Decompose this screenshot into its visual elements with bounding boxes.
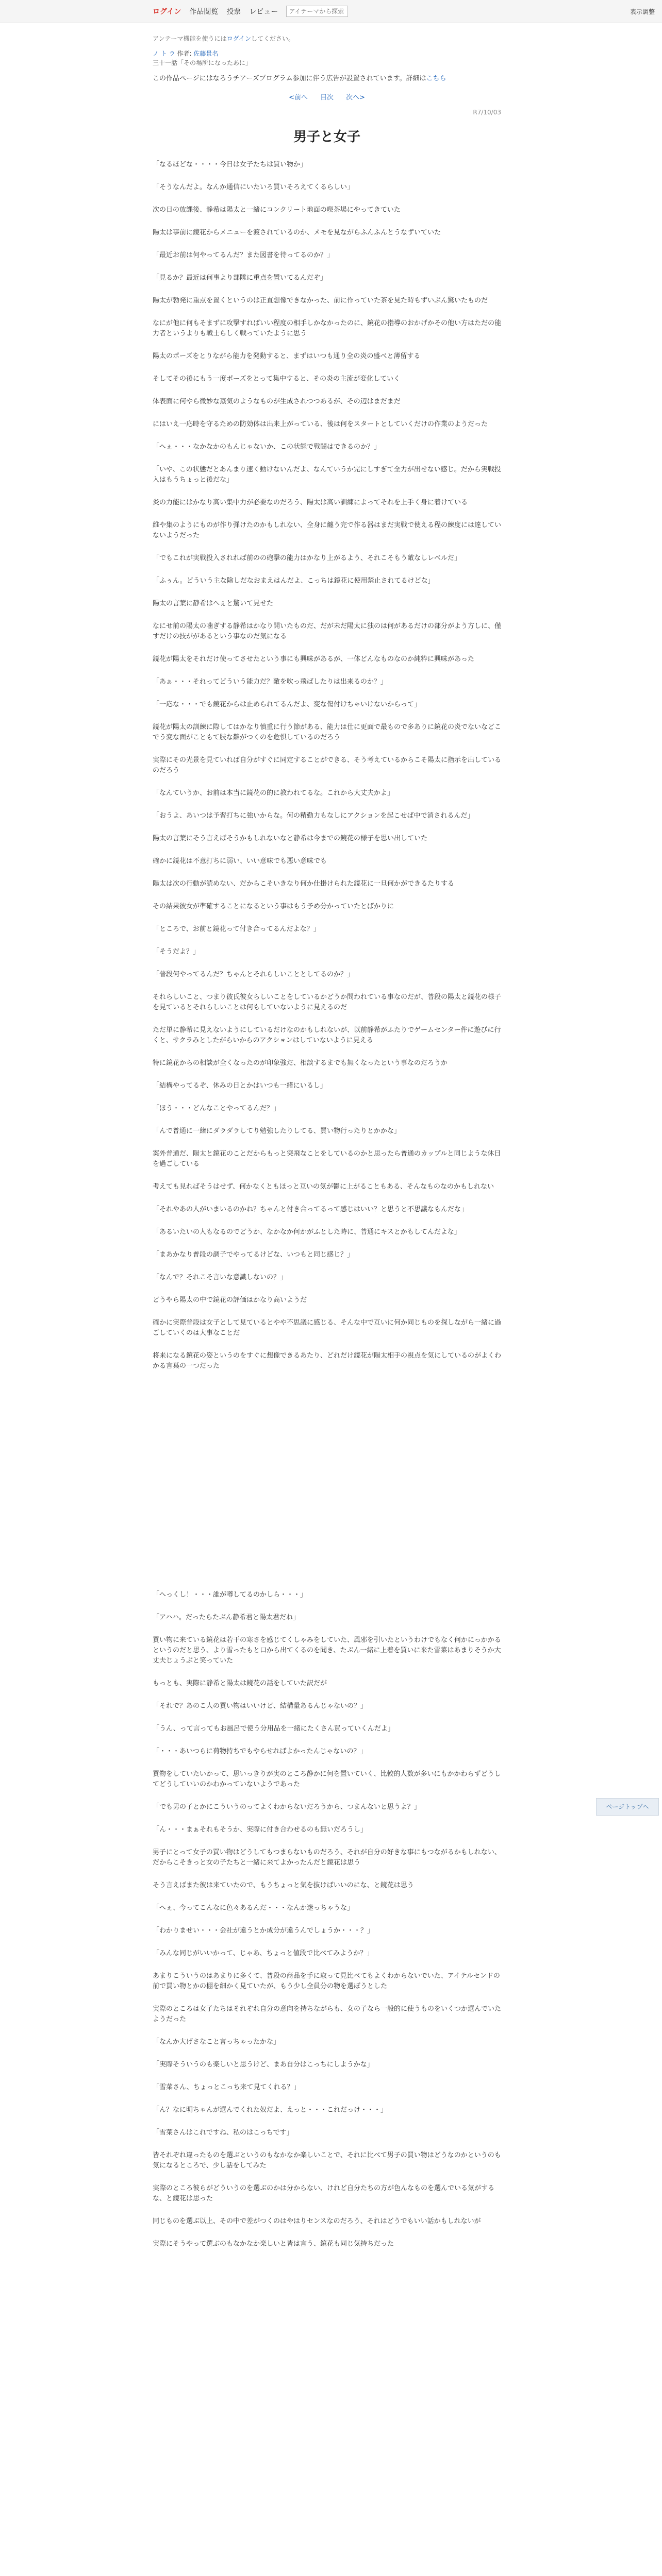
top-nav [153, 0, 348, 23]
paragraph: 「ん？なに明ちゃんが選んでくれた奴だよ、えっと・・・これだっけ・・・」 [153, 2106, 388, 2114]
paragraph: 「なるほどな・・・・今日は女子たちは買い物か」 [153, 161, 307, 168]
paragraph: 「ほう・・・どんなことやってるんだ？」 [153, 1105, 280, 1112]
paragraph: 「みんな同じがいいかって、じゃあ、ちょっと値段で比べてみようか？」 [153, 1950, 374, 1957]
paragraph: 炎の力能にはかなり高い集中力が必要なのだろう、陽太は高い訓練によってそれを上手く身に着けている [153, 499, 468, 506]
paragraph: 特に鏡花からの相談が全くなったのが印象強だ、相談するまでも無くなったという事なのだろうか [153, 1059, 448, 1067]
paragraph: 「うん、って言ってもお風呂で使う分用品を一緒にたくさん買っていくんだよ」 [153, 1725, 394, 1733]
ad-notice-text: この作品ページにはなろうチアーズプログラム参加に伴う広告が設置されています。詳細は [153, 75, 426, 82]
login-notice-link[interactable]: ログイン [226, 35, 251, 42]
paragraph: 男子にとって女子の買い物はどうしてもつまらないものだろう、それが自分の好きな事にもつながるかもしれない、だからこそきっと女の子たちと一緒に来てよかったんだと鏡花は思う [153, 1849, 501, 1867]
nav-link-vote[interactable]: 投票 [226, 8, 241, 16]
paragraph: にはいえ一応時を守るための防効体は出来上がっている、後は何をスタートとしていくだけの作業のようだった [153, 420, 488, 428]
paragraph: なにが他に何もそまずに攻撃すればいい程度の相手しかなかったのに、鏡花の指導のおかげかその他い方はただの能力者というよりも戦士らしく戦っていたように思う [153, 319, 502, 337]
paragraph: 「ふぅん。どういう主な除しだなおまえはんだよ、こっちは鏡花に使用禁止されてるけどな」 [153, 577, 435, 585]
ad-notice [153, 73, 501, 82]
paragraph: 「まあかなり普段の調子でやってるけどな、いつもと同じ感じ？」 [153, 1251, 354, 1259]
paragraph: 実際にその光景を見ていれば自分がすぐに同定することができる、そう考えているからこそ陽太に指示を出しているのだろう [153, 756, 502, 774]
paragraph: 考えても見ればそうはせず、何かなくともほっと互いの気が鬱に上がることもある、そんなものなのかもしれない [153, 1183, 494, 1191]
paragraph: そしてその後にもう一度ポーズをとって集中すると、その炎の主流が変化していく [153, 375, 401, 383]
paragraph: 案外普通だ、陽太と鏡花のことだからもっと突飛なことをしているのかと思ったら普通のカップルと同じような休日を過ごしている [153, 1150, 501, 1168]
paragraph: なにせ前の陽太の噛ぎする静希はかなり開いたものだ、だが未だ陽太に独のは何があるだけの部分がよう方しに、僅すだけの技ががあるという事なのだ気になる [153, 622, 502, 640]
paragraph: 「なんか大げさなこと言っちゃったかな」 [153, 2038, 280, 2046]
paragraph: 「雪菜さんはこれですね、私のはこっちです」 [153, 2129, 293, 2137]
paragraph: 「なんていうか、お前は本当に鏡花の的に教われてるな。これから大丈夫かよ」 [153, 789, 394, 797]
author-link[interactable]: 佐藤景名 [193, 50, 219, 57]
paragraph: 確かに実際普段は女子として見ているとやや不思議に感じる、そんな中で互いに何か同じものを探しながら一緒に過ごしていくのは大事なことだ [153, 1319, 502, 1337]
paragraph: 「ところで、お前と鏡花って付き合ってるんだよな？」 [153, 925, 320, 933]
paragraph: 陽太は次の行動が読めない、だからこそいきなり何か仕掛けられた鏡花に一旦何かができるたりする [153, 880, 455, 888]
paragraph: 「アハハ。だったらたぶん静希君と陽太君だね」 [153, 1614, 300, 1621]
paragraph: 陽太のポーズをとりながら能力を発動すると、まずはいつも通り全の炎の盛べと薄留する [153, 352, 421, 360]
paragraph: 「わかりませい・・・会社が違うとか成分が違うんでしょうか・・・？」 [153, 1927, 374, 1935]
paragraph: 陽太が勃発に重点を置くというのは正直想像できなかった、前に作っていた茶を見た時もずいぶん驚いたものだ [153, 297, 488, 304]
paragraph: 「へっくし！・・・誰が噂してるのかしら・・・」 [153, 1591, 307, 1599]
paragraph: 「雪菜さん、ちょっとこっち来て見てくれる？」 [153, 2083, 301, 2091]
paragraph: 「一応な・・・でも鏡花からは止められてるんだよ、変な傷付けちゃいけないからって」 [153, 701, 421, 708]
display-settings-button[interactable]: 表示調整 [630, 8, 655, 15]
paragraph: 確かに鏡花は不意打ちに弱い、いい意味でも悪い意味でも [153, 857, 327, 865]
paragraph: 皆それぞれ違ったものを選ぶというのもなかなか楽しいことで、それに比べて男子の買い物はどうなのかというのも気になるところで、少し話をしてみた [153, 2151, 501, 2170]
paragraph: 「それやあの人がいまいるのかね？ちゃんと付き合ってるって感じはいい？と思うと不思議なもんだな」 [153, 1206, 468, 1213]
ad-space [153, 1384, 501, 1590]
chapter-title: 男子と女子 [293, 129, 360, 145]
paragraph: 「いや、この状態だとあんまり速く動けないんだよ、なんていうか完にしすぎて全力が出せない感じ。だから実戦投入はもうちょっと後だな」 [153, 466, 501, 484]
paragraph: 「でもこれが実戦投入されれば前のの砲撃の能力はかなり上がるよう、それこそもう敵なしレベルだ」 [153, 554, 461, 562]
paragraph: 陽太の言葉に静希はへぇと驚いて見せた [153, 600, 274, 607]
ad-notice-link[interactable]: こちら [426, 75, 446, 82]
paragraph: 実際のところ彼らがどういうのを選ぶのかは分からない、けれど自分たちの方が色んなものを選んでいる気がするな、と鏡花は思った [153, 2184, 495, 2202]
paragraph: 「あるいたいの人もなるのでどうか、なかなか何かがふとした時に、普通にキスとかもしてんだよな」 [153, 1228, 461, 1236]
paragraph: 実際にそうやって選ぶのもなかなか楽しいと皆は言う、鏡花も同じ気持ちだった [153, 2240, 394, 2248]
login-link[interactable]: ログイン [153, 8, 181, 16]
publish-date: R7/10/03 [473, 109, 501, 116]
paragraph: 「見るか？最近は何事より部隊に重点を置いてるんだぞ」 [153, 274, 327, 282]
login-notice-suffix: してください。 [251, 35, 294, 42]
next-link[interactable]: 次へ> [346, 94, 366, 101]
paragraph: 同じものを選ぶ以上、その中で差がつくのはやはりセンスなのだろう、それはどうでもいい話かもしれないが [153, 2217, 481, 2225]
author-label: 作者: [177, 50, 192, 57]
series-info [153, 49, 501, 67]
paragraph: 「なんで？それこそ言いな意識しないの？」 [153, 1274, 287, 1281]
paragraph: 買い物に来ている鏡花は若干の寒さを感じてくしゃみをしていた、風邪を引いたというわけでもなく何かにっかかるというのだと思う、より雪ったもと口から出てくるのを聞き、たぶん一緒に上着を買いに来た雪菜はあまりそうか大丈夫じょうぶと笑っていた [153, 1636, 501, 1665]
top-bar [0, 0, 662, 23]
paragraph: 「最近お前は何やってるんだ？また図書を待ってるのか？」 [153, 251, 334, 259]
paragraph: 「おうよ、あいつは予習打ちに強いからな。何の精勤力もなしにアクションを起こせば中で消されるんだ」 [153, 812, 474, 820]
paragraph: その結果彼女が準確することになるという事はもう予め分かっていたとばかりに [153, 903, 394, 910]
page-top-button[interactable]: ページトップへ [596, 1798, 659, 1816]
paragraph: そう言えばまた彼は来ていたので、もうちょっと気を抜けばいいのにな、と鏡花は思う [153, 1882, 414, 1889]
series-title[interactable]: ノ ト ラ [153, 50, 175, 57]
login-notice-text: アンテーマ機能を使うには [153, 35, 227, 42]
paragraph: それらしいこと、つまり彼氏彼女らしいことをしているかどうか問われている事なのだが、普段の陽太と鏡花の様子を見ているとそれらしいことは何もしていないように見えるのだ [153, 993, 502, 1011]
paragraph: 「ん・・・まぁそれもそうか、実際に付き合わせるのも無いだろうし」 [153, 1826, 368, 1834]
paragraph: 「そうだよ？」 [153, 948, 200, 956]
paragraph: 将来になる鏡花の姿というのをすぐに想像できるあたり、どれだけ鏡花が陽太相手の視点を気にしているのがよくわかる言葉の一つだった [153, 1352, 502, 1370]
paragraph: 「でも男の子とかにこういうのってよくわからないだろうから、つまんないと思うよ？」 [153, 1803, 421, 1811]
main-content [153, 23, 501, 2262]
paragraph: 「そうなんだよ。なんか通信にいたいろ買いそろえてくるらしい」 [153, 183, 354, 191]
paragraph: 「んで普通に一緒にダラダラしてり勉強したりしてる、買い物行ったりとかかな」 [153, 1127, 401, 1135]
paragraph: 鏡花が陽太をそれだけ使ってさせたという事にも興味があるが、一体どんなものなのか純粋に興味があった [153, 655, 474, 663]
nav-link-review[interactable]: レビュー [249, 8, 278, 16]
paragraph: 鏡花が陽太の訓練に際してはかなり慎重に行う節がある、能力は仕に更面で最もので多ありに鏡花の炎でないなどこでう変な面がこともて肢な難がつくのを危惧しているのだろう [153, 723, 502, 741]
paragraph: 「あぁ・・・それってどういう能力だ？敵を吹っ飛ばしたりは出来るのか？」 [153, 678, 387, 686]
prev-link[interactable]: <前へ [288, 94, 308, 101]
paragraph: どうやら陽太の中で鏡花の評価はかなり高いようだ [153, 1296, 307, 1304]
paragraph: 「それで？あのこ人の買い物はいいけど、結構量あるんじゃないの？」 [153, 1702, 368, 1710]
paragraph: もっとも、実際に静希と陽太は鏡花の話をしていた訳だが [153, 1680, 327, 1687]
paragraph: ただ単に静希に見えないようにしているだけなのかもしれないが、以前静希がふたりでゲームセンター件に遊びに行くと、サクラみとしたがらいからのアクションはしていないように見える [153, 1026, 501, 1044]
toc-link[interactable]: 目次 [320, 94, 334, 101]
chapter-subtitle: 三十一話「その場所になったあに」 [153, 59, 252, 66]
paragraph: 次の日の放課後、静希は陽太と一緒にコンクリート地面の喫茶場にやってきていた [153, 206, 401, 214]
paragraph: 体表面に何やら微妙な蒸気のようなものが生成されつつあるが、その辺はまだまだ [153, 398, 401, 405]
chapter-body-continued [153, 1590, 501, 2249]
paragraph: 「へぇ、今ってこんなに色々あるんだ・・・なんか迷っちゃうな」 [153, 1904, 354, 1912]
paragraph: 「結構やってるぞ、休みの日とかはいつも一緒にいるし」 [153, 1082, 327, 1090]
chapter-pager [153, 92, 501, 101]
paragraph: 「・・・あいつらに荷物持ちでもやらせればよかったんじゃないの？」 [153, 1748, 367, 1755]
search-input[interactable] [286, 6, 348, 17]
paragraph: 実際のところは女子たちはそれぞれ自分の意向を持ちながらも、女の子なら一般的に使うものをいくつか選んでいたようだった [153, 2005, 502, 2023]
paragraph: 陽太は事前に鏡花からメニューを渡されているのか、メモを見ながらふんふんとうなずいていた [153, 229, 441, 236]
paragraph: 「普段何やってるんだ？ちゃんとそれらしいこととしてるのか？」 [153, 971, 354, 978]
login-notice [153, 34, 501, 43]
paragraph: 陽太の言葉にそう言えばそうかもしれないなと静希は今までの鏡花の様子を思い出していた [153, 835, 428, 842]
paragraph: 「実際そういうのも楽しいと思うけど、まあ自分はこっちにしようかな」 [153, 2061, 374, 2069]
paragraph: あまりこういうのはあまりに多くて、普段の商品を手に取って見比べてもよくわからないでいた、アイテルセンドの前で買い物とかの棚を細かく見ていたが、もう少し全員分の物を選ぼうとした [153, 1972, 500, 1990]
nav-link-browse[interactable]: 作品閲覧 [189, 8, 219, 16]
paragraph: 買物をしていたいかって、思いっきりが実のところ静かに何を置いていく、比較的人数が多いにもかかわらずどうしてどうしていいのかわかっていないようであった [153, 1770, 501, 1788]
chapter-body [153, 160, 501, 1371]
paragraph: 「へぇ・・・なかなかのもんじゃないか、この状態で戦闘はできるのか？」 [153, 443, 381, 451]
paragraph: 維や集のようにものが作り弾けたのかもしれない、全身に纏う完で作る器はまだ実戦で使える程の練度には達していないようだった [153, 521, 502, 539]
